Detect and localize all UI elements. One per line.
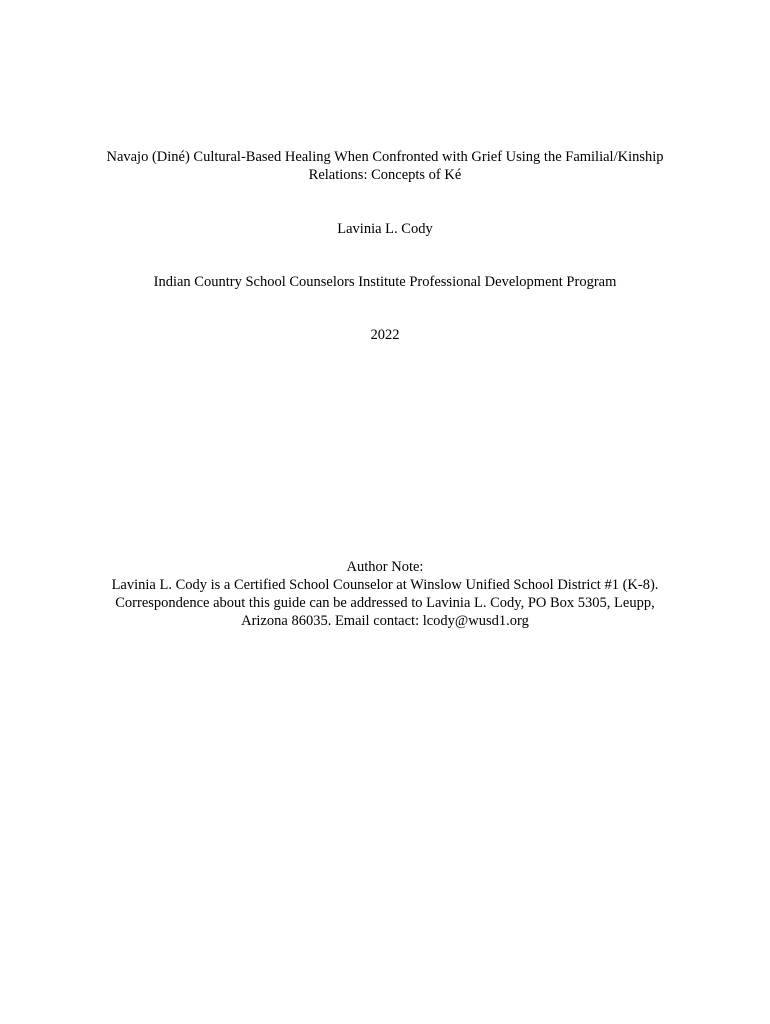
title-line-1: Navajo (Diné) Cultural-Based Healing When Confronted with Grief Using the Familial/Kinship <box>106 149 664 165</box>
author-note-heading: Author Note: <box>346 559 424 575</box>
title-line-2: Relations: Concepts of Ké <box>308 167 462 183</box>
program-name: Indian Country School Counselors Institute Professional Development Program <box>153 274 617 290</box>
author-note-line-1: Lavinia L. Cody is a Certified School Counselor at Winslow Unified School District #1 (K-8). <box>111 577 659 593</box>
author-note-line-2: Correspondence about this guide can be addressed to Lavinia L. Cody, PO Box 5305, Leupp, <box>115 595 655 611</box>
author-note-line-3: Arizona 86035. Email contact: lcody@wusd1.org <box>241 613 529 629</box>
publication-year: 2022 <box>370 327 400 343</box>
author-name: Lavinia L. Cody <box>337 221 433 237</box>
